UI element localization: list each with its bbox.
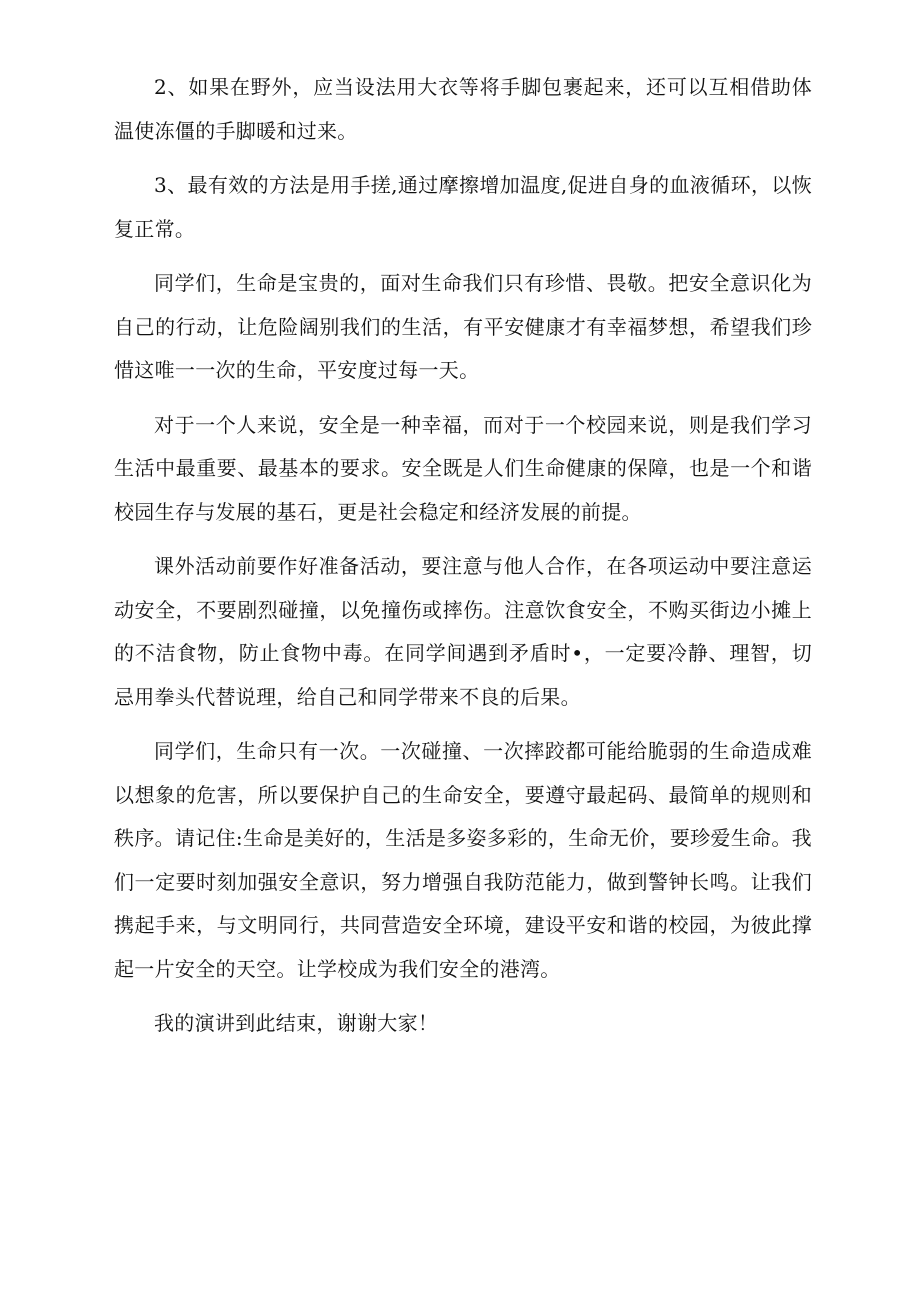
paragraph-life-once: 同学们，生命只有一次。一次碰撞、一次摔跤都可能给脆弱的生命造成难以想象的危害，所以要保护自己的生命安全，要遵守最起码、最简单的规则和秩序。请记住:生命是美好的，生活是多姿多彩的，生命无价，要珍爱生命。我们一定要时刻加强安全意识，努力增强自我防范能力，做到警钟长鸣。让我们携起手来，与文明同行，共同营造安全环境，建设平安和谐的校园，为彼此撑起一片安全的天空。让学校成为我们安全的港湾。 (114, 739, 812, 981)
paragraph-safety-importance: 对于一个人来说，安全是一种幸福，而对于一个校园来说，则是我们学习生活中最重要、最基本的要求。安全既是人们生命健康的保障，也是一个和谐校园生存与发展的基石，更是社会稳定和经济发展的前提。 (114, 412, 812, 524)
paragraph-cherish-life: 同学们，生命是宝贵的，面对生命我们只有珍惜、畏敬。把安全意识化为自己的行动，让危险阔别我们的生活，有平安健康才有幸福梦想，希望我们珍惜这唯一一次的生命，平安度过每一天。 (114, 271, 812, 382)
paragraph-closing: 我的演讲到此结束，谢谢大家！ (154, 1011, 439, 1035)
document-body (114, 66, 812, 1057)
paragraph-tip-3: 3、最有效的方法是用手搓,通过摩擦增加温度,促进自身的血液循环，以恢复正常。 (114, 173, 812, 241)
paragraph-tip-2: 2、如果在野外，应当设法用大衣等将手脚包裹起来，还可以互相借助体温使冻僵的手脚暖和过来。 (114, 75, 812, 143)
paragraph-activity-safety: 课外活动前要作好准备活动，要注意与他人合作，在各项运动中要注意运动安全，不要剧烈碰撞，以免撞伤或摔伤。注意饮食安全，不购买街边小摊上的不洁食物，防止食物中毒。在同学间遇到矛盾时•，一定要冷静、理智，切忌用拳头代替说理，给自己和同学带来不良的后果。 (114, 554, 812, 709)
